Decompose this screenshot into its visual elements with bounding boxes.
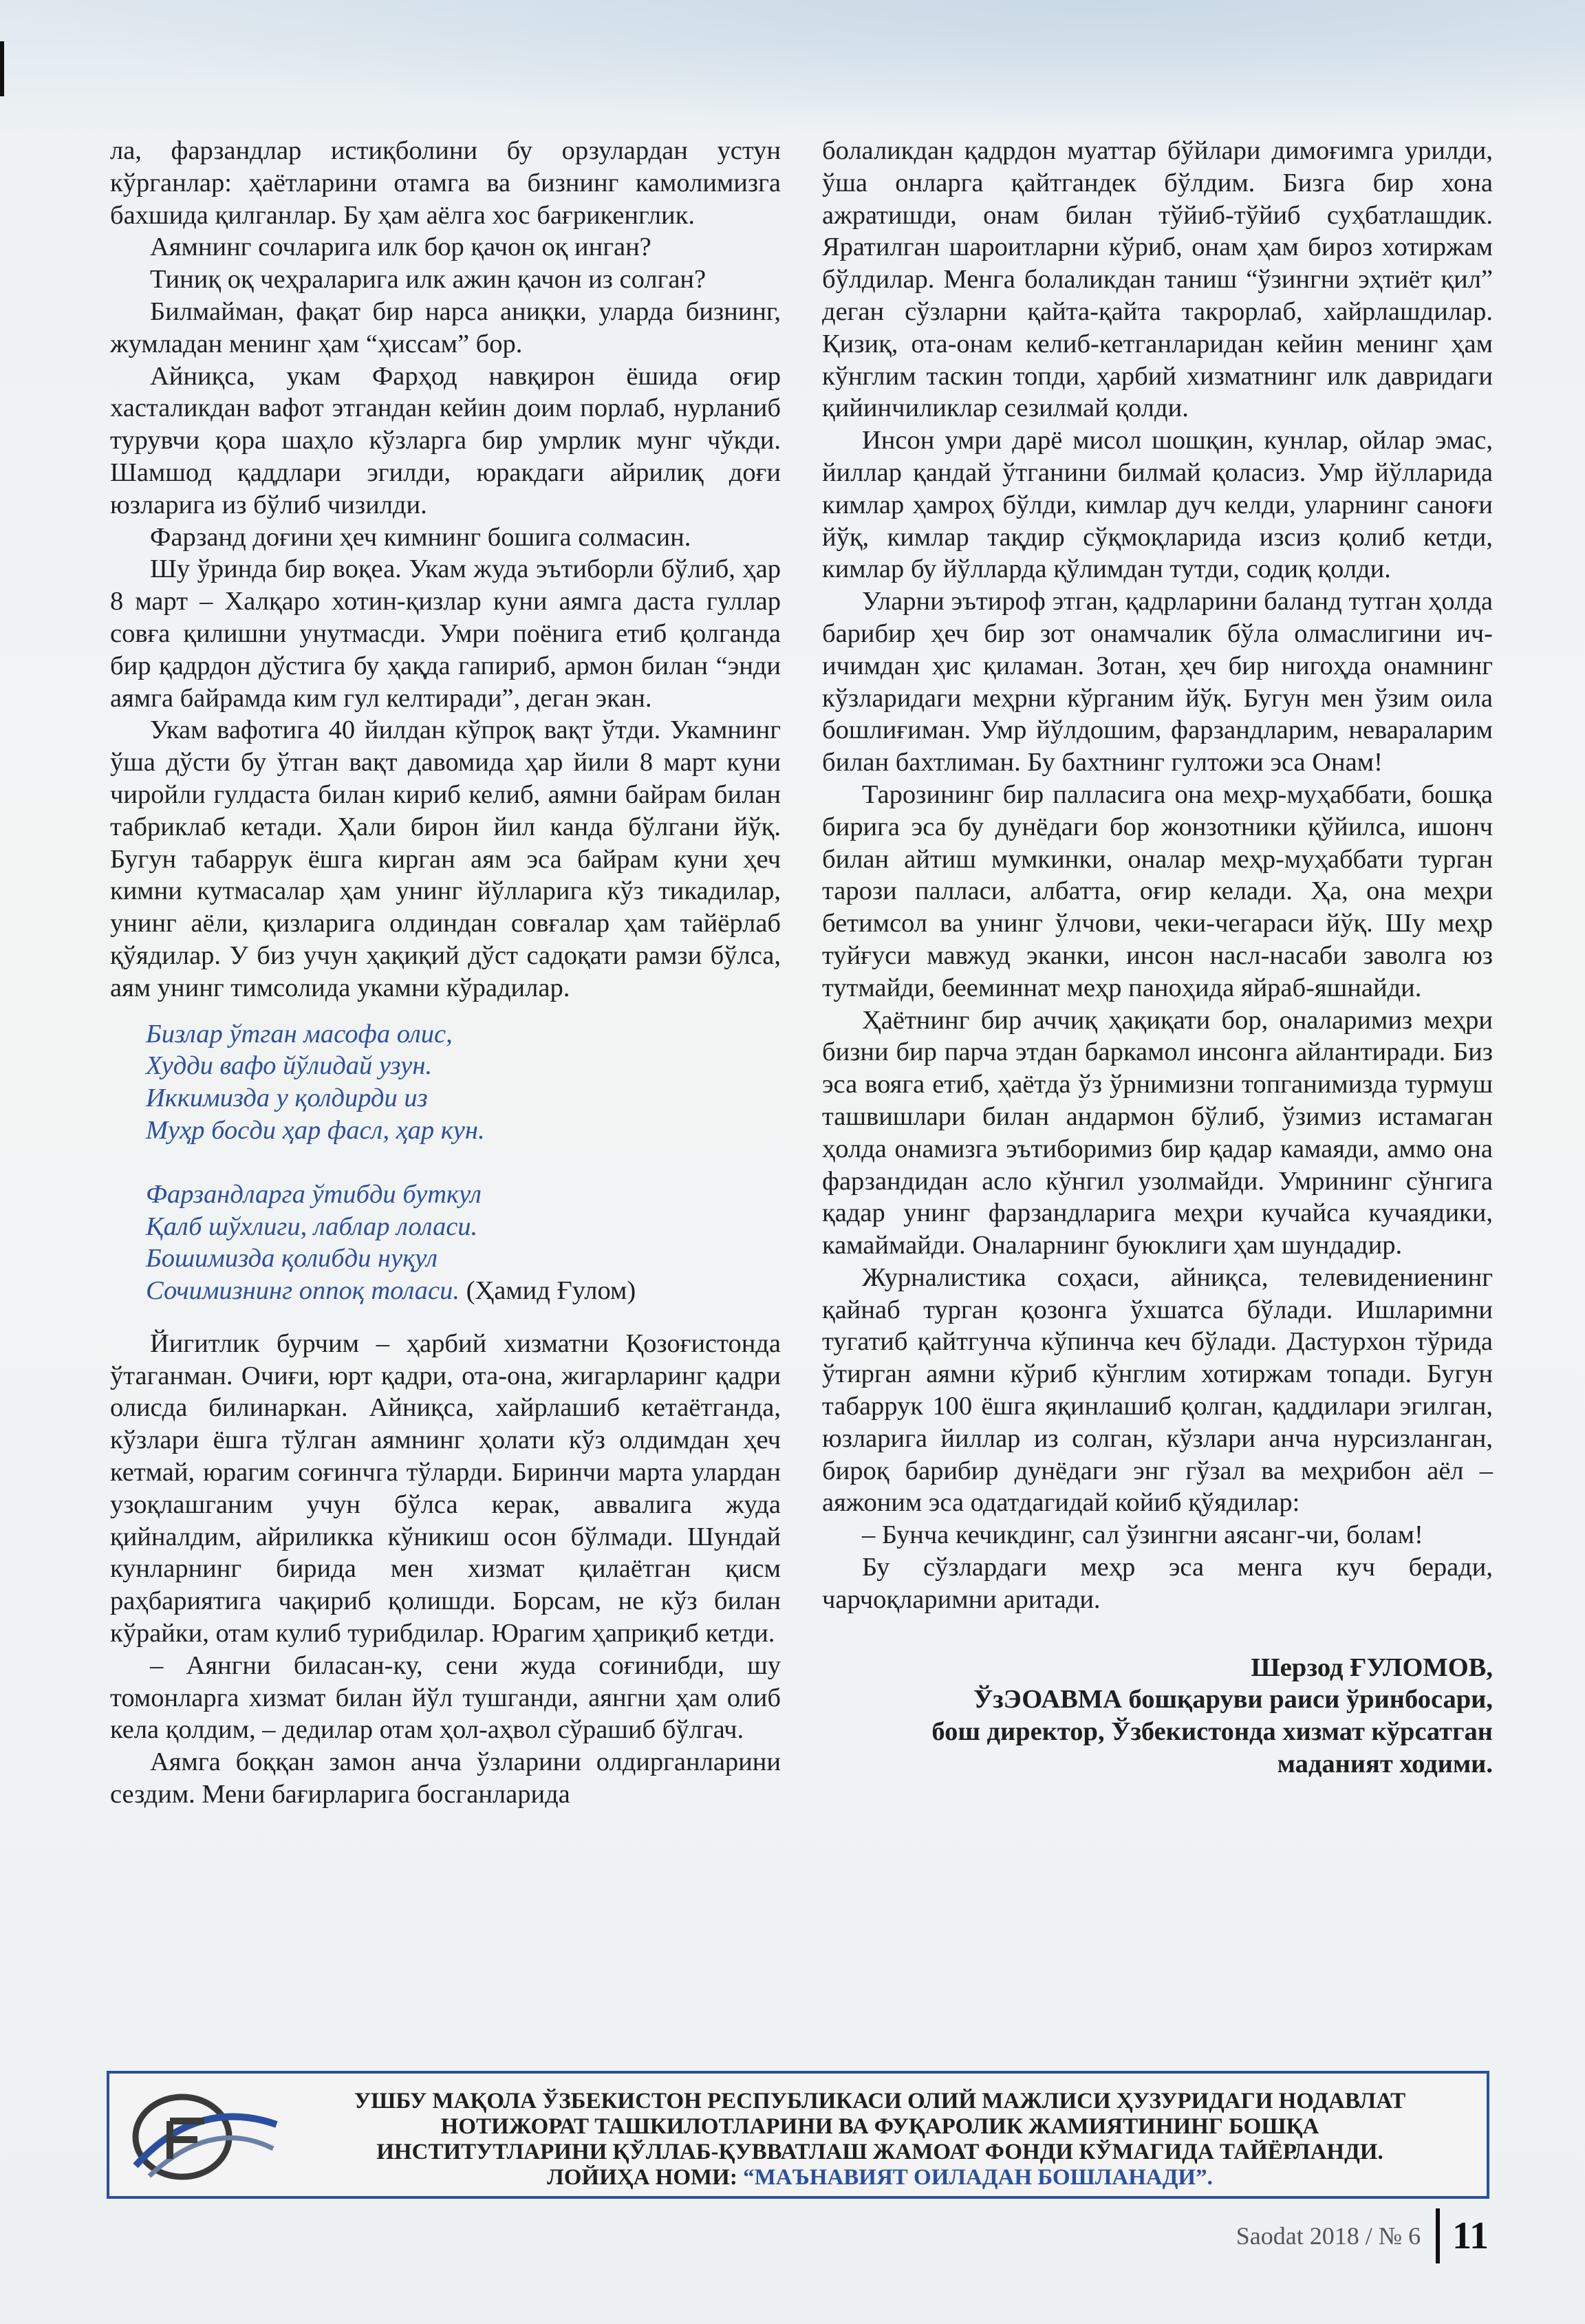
right-column: [822, 135, 1493, 1780]
paragraph: Тарозининг бир палласига она меҳр-муҳаббати, бошқа бирига эса бу дунёдаги бор жонзотники қўйилса, ишонч билан айтиш мумкинки, оналар меҳр-муҳаббати турган тарози палласи, албатта, оғир келади. Ҳа, она меҳри бетимсол ва унинг ўлчови, чеки-чегараси йўқ. Шу меҳр туйғуси мавжуд эканки, инсон насл-насаби заволга юз тутмайди, бееминнат меҳр паноҳида яйраб-яшнайди.: [822, 779, 1493, 1002]
paragraph: Инсон умри дарё мисол шошқин, кунлар, ойлар эмас, йиллар қандай ўтганини билмай қоласиз. Умр йўлларида кимлар ҳамроҳ бўлди, кимлар дуч келди, уларнинг саноғи йўқ, кимлар тақдир сўқмоқларида изсиз қолиб кетди, кимлар бу йўлларда қўлимдан тутди, содиқ қолди.: [822, 426, 1493, 584]
poem-stanza: [146, 1018, 781, 1147]
poem-line: Иккимизда у қолдирди из: [146, 1084, 428, 1113]
paragraph: Йигитлик бурчим – ҳарбий хизматни Қозоғистонда ўтаганман. Очиғи, юрт қадри, ота-она, жигарларинг қадри олисда билинаркан. Айниқса, хайрлашиб кетаётганда, кўзлари ёшга тўлган аямнинг ҳолати кўз олдимдан ҳеч кетмай, юрагим соғинчга тўларди. Биринчи марта улардан узоқлашганим учун бўлса керак, аввалига жуда қийналдим, айриликка кўникиш осон бўлмади. Шундай кунларнинг бирида мен хизмат қилаётган қисм раҳбариятига чақириб қолишди. Борсам, не кўз билан кўрайки, отам кулиб турибдилар. Юрагим ҳаприқиб кетди.: [110, 1328, 781, 1648]
paragraph: Журналистика соҳаси, айниқса, телевидениенинг қайнаб турган қозонга ўхшатса бўлади. Ишларимни тугатиб қайтгунча кўпинча кеч бўлади. Дастурхон тўрида ўтирган аямни кўриб кўнглим хотиржам топади. Бугун табаррук 100 ёшга яқинлашиб қолган, қаддилари эгилган, юзларига йиллар из солган, кўзлари анча нурсизланган, бироқ барибир дунёдаги энг гўзал ва меҳрибон аёл – аяжоним эса одатдагидай койиб қўядилар:: [822, 1262, 1493, 1518]
poem-line: Фарзандларга ўтибди буткул: [146, 1179, 482, 1209]
paragraph: болаликдан қадрдон муаттар бўйлари димоғимга урилди, ўша онларга қайтгандек бўлдим. Бизга бир хона ажратишди, онам билан тўйиб-тўйиб суҳбатлашдик. Яратилган шароитларни кўриб, онам ҳам бироз хотиржам бўлдилар. Менга болаликдан таниш “ўзингни эҳтиёт қил” деган сўзларни қайта-қайта такрорлаб, хайрлашдилар. Қизиқ, ота-онам келиб-кетганларидан кейин менинг ҳам кўнглим таскин топди, ҳарбий хизматнинг илк давридаги қийинчиликлар сезилмай қолди.: [822, 136, 1493, 423]
sponsor-notice-box: [107, 2071, 1489, 2199]
poem-author: (Ҳамид Ғулом): [466, 1276, 636, 1306]
paragraph: Ҳаётнинг бир аччиқ ҳақиқати бор, оналаримиз меҳри бизни бир парча этдан баркамол инсонга айлантиради. Биз эса вояга етиб, ҳаётда ўз ўрнимизни топганимизда турмуш ташвишлари билан андармон бўлиб, ўзимиз истамаган ҳолда онамизга эътиборимиз бир қадар камаяди, аммо она фарзандидан асло кўнгил узолмайди. Умрининг сўнгига қадар унинг фарзандларига меҳри кучайса кучаядики, камаймайди. Оналарнинг буюклиги ҳам шундадир.: [822, 1005, 1493, 1260]
paragraph: Билмайман, фақат бир нарса аниқки, уларда бизнинг, жумладан менинг ҳам “ҳиссам” бор.: [110, 297, 781, 358]
project-label: ЛОЙИҲА НОМИ:: [547, 2165, 737, 2190]
poem: [146, 1018, 781, 1307]
page-edge-mark: [0, 41, 4, 96]
poem-line: Бошимизда қолибди нуқул: [146, 1244, 438, 1273]
paragraph: Тиниқ оқ чеҳраларига илк ажин қачон из солган?: [150, 265, 707, 294]
notice-line: [288, 2165, 1471, 2191]
footer-divider: [1436, 2208, 1440, 2263]
author-name: Шерзод ҒУЛОМОВ,: [1251, 1653, 1493, 1682]
poem-line-last: [146, 1275, 781, 1307]
author-signature: [822, 1652, 1493, 1780]
author-title: ЎзЭОАВМА бошқаруви раиси ўринбосари,: [973, 1685, 1493, 1714]
paragraph: Уларни эътироф этган, қадрларини баланд тутган ҳолда барибир ҳеч бир зот онамчалик бўла олмаслигини ич-ичимдан ҳис қиламан. Зотан, ҳеч бир нигоҳда онамнинг кўзларидаги меҳрни кўрганим йўқ. Бугун мен ўзим оила бошлиғиман. Умр йўлдошим, фарзандларим, невараларим билан бахтлиман. Бу бахтнинг гултожи эса Онам!: [822, 587, 1493, 777]
issue-label: Saodat 2018 / № 6: [1236, 2222, 1421, 2250]
notice-line: УШБУ МАҚОЛА ЎЗБЕКИСТОН РЕСПУБЛИКАСИ ОЛИЙ МАЖЛИСИ ҲУЗУРИДАГИ НОДАВЛАТ: [354, 2089, 1406, 2113]
sponsor-notice-text: [288, 2089, 1471, 2191]
paragraph: – Аянгни биласан-ку, сени жуда соғинибди, шу томонларга хизмат билан йўл тушганди, аянгни ҳам олиб кела қолдим, – дедилар отам ҳол-аҳвол сўрашиб бўлгач.: [110, 1650, 781, 1745]
poem-line: Худди вафо йўлидай узун.: [146, 1051, 433, 1081]
poem-stanza: [146, 1179, 781, 1307]
page-number: 11: [1452, 2215, 1489, 2257]
project-name: “МАЪНАВИЯТ ОИЛАДАН БОШЛАНАДИ”.: [743, 2165, 1213, 2190]
paragraph: Айниқса, укам Фарҳод навқирон ёшида оғир хасталикдан вафот этгандан кейин доим порлаб, нурланиб турувчи қора шаҳло кўзларга бир умрлик мунг чўкди. Шамшод қаддлари эгилди, юракдаги айрилиқ доғи юзларига из бўлиб чизилди.: [110, 361, 781, 519]
fund-logo-icon: [122, 2083, 280, 2186]
left-column: [110, 135, 781, 1811]
paragraph: Бу сўзлардаги меҳр эса менга куч беради, чарчоқларимни аритади.: [822, 1553, 1493, 1614]
paragraph: Шу ўринда бир воқеа. Укам жуда эътиборли бўлиб, ҳар 8 март – Халқаро хотин-қизлар куни аямга даста гуллар совға қилишни унутмасди. Умри поёнига етиб қолганда бир қадрдон дўстига бу ҳақда гапириб, армон билан “энди аямга байрамда ким гул келтиради”, деган экан.: [110, 555, 781, 713]
paragraph: Фарзанд доғини ҳеч кимнинг бошига солмасин.: [150, 522, 691, 552]
page-footer: [1236, 2208, 1489, 2263]
paragraph: – Бунча кечикдинг, сал ўзингни аясанг-чи, болам!: [862, 1520, 1423, 1550]
poem-line: Муҳр босди ҳар фасл, ҳар кун.: [146, 1115, 485, 1145]
author-title: маданият ходими.: [1277, 1750, 1493, 1779]
top-decoration: [0, 0, 1585, 131]
paragraph: ла, фарзандлар истиқболини бу орзулардан устун кўрганлар: ҳаётларини отамга ва бизнинг камолимизга бахшида қилганлар. Бу ҳам аёлга хос бағрикенглик.: [110, 136, 781, 230]
paragraph: Укам вафотига 40 йилдан кўпроқ вақт ўтди. Укамнинг ўша дўсти бу ўтган вақт давомида ҳар йили 8 март куни чиройли гулдаста билан кириб келиб, аямни байрам билан табриклаб кетади. Ҳали бирон йил канда бўлгани йўқ. Бугун табаррук ёшга кирган аям эса байрам куни ҳеч кимни кутмасалар ҳам унинг йўлларига кўз тикадилар, унинг аёли, қизларига олдиндан совғалар ҳам тайёрлаб қўядилар. У биз учун ҳақиқий дўст садоқати рамзи бўлса, аям унинг тимсолида укамни кўрадилар.: [110, 716, 781, 1002]
poem-line-text: Сочимизнинг оппоқ толаси.: [146, 1276, 460, 1306]
author-title: бош директор, Ўзбекистонда хизмат кўрсатган: [931, 1717, 1493, 1747]
poem-line: Бизлар ўтган масофа олис,: [146, 1019, 453, 1048]
notice-line: ИНСТИТУТЛАРИНИ ҚЎЛЛАБ-ҚУВВАТЛАШ ЖАМОАТ ФОНДИ КЎМАГИДА ТАЙЁРЛАНДИ.: [376, 2140, 1383, 2164]
paragraph: Аямга боққан замон анча ўзларини олдирганларини сездим. Мени бағирларига босганларида: [110, 1747, 781, 1809]
notice-line: НОТИЖОРАТ ТАШКИЛОТЛАРИНИ ВА ФУҚАРОЛИК ЖАМИЯТИНИНГ БОШҚА: [440, 2114, 1319, 2139]
paragraph: Аямнинг сочларига илк бор қачон оқ инган?: [150, 233, 651, 262]
poem-line: Қалб шўхлиги, лаблар лоласи.: [146, 1212, 478, 1241]
